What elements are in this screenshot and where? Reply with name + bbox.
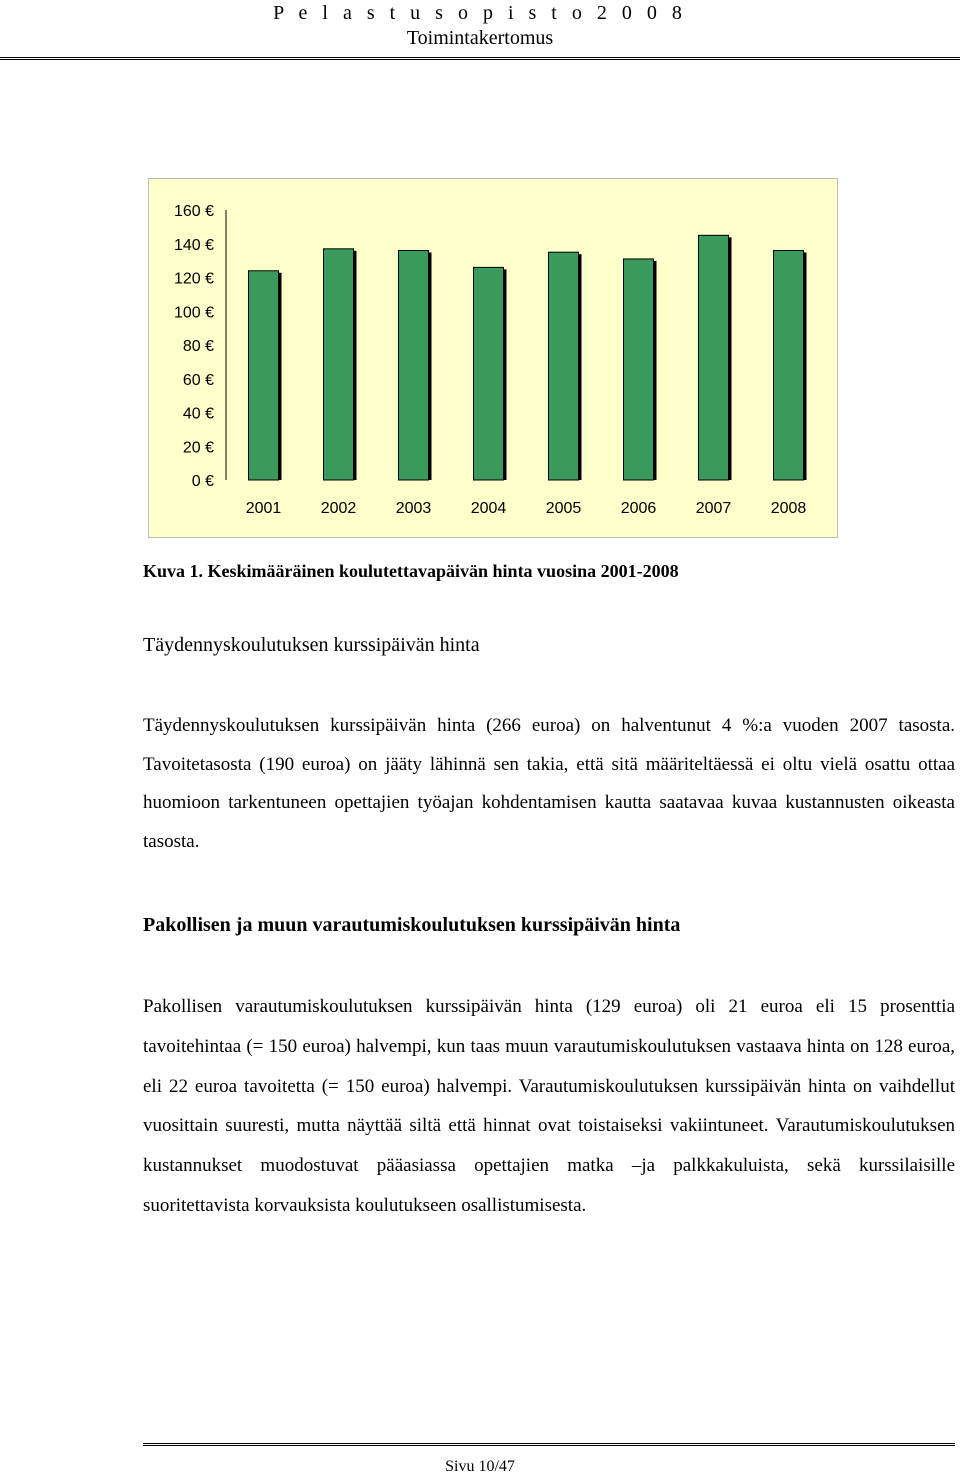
bar <box>774 251 804 481</box>
header-divider <box>0 57 960 60</box>
x-tick-label: 2002 <box>320 500 357 517</box>
document-title: Toimintakertomus <box>406 27 554 49</box>
page-number: Sivu 10/47 <box>445 1458 515 1475</box>
bar <box>699 235 729 480</box>
footer-divider <box>143 1443 955 1446</box>
y-tick-label: 120 € <box>173 270 214 288</box>
bar <box>324 249 354 480</box>
x-tick-label: 2005 <box>545 500 582 517</box>
y-tick-label: 20 € <box>182 439 214 457</box>
y-tick-label: 40 € <box>182 405 214 423</box>
bar <box>624 259 654 480</box>
organization-name: P e l a s t u s o p i s t o 2 0 0 8 <box>273 2 687 24</box>
paragraph-preparedness-training: Pakollisen varautumiskoulutuksen kurssipäivän hinta (129 euroa) oli 21 euroa eli 15 prosenttia tavoitehintaa (= 150 euroa) halvempi, kun taas muun varautumiskoulutuksen vastaava hinta on 128 euroa, eli 22 euroa tavoitetta (= 150 euroa) halvempi. Varautumiskoulutuksen kurssipäivän hinta on vaihdellut vuosittain suuresti, mutta näyttää siltä että hinnat ovat toistaiseksi vakiintuneet. Varautumiskoulutuksen kustannukset muodostuvat pääasiassa opettajien matka –ja palkkakuluista, sekä kurssilaisille suoritettavista korvauksista koulutukseen osallistumisesta. <box>143 996 955 1216</box>
x-tick-label: 2006 <box>620 500 657 517</box>
x-tick-label: 2001 <box>245 500 282 517</box>
bar <box>474 267 504 480</box>
figure-caption: Kuva 1. Keskimääräinen koulutettavapäivän hinta vuosina 2001-2008 <box>143 561 679 581</box>
section-heading-continuing-education: Täydennyskoulutuksen kurssipäivän hinta <box>143 634 480 656</box>
bar <box>249 271 279 480</box>
y-tick-label: 80 € <box>182 338 214 355</box>
x-tick-label: 2008 <box>770 500 807 517</box>
bar <box>549 252 579 480</box>
x-tick-label: 2003 <box>395 500 432 517</box>
x-tick-label: 2007 <box>695 500 732 517</box>
section-heading-preparedness-training: Pakollisen ja muun varautumiskoulutuksen kurssipäivän hinta <box>143 914 681 936</box>
y-tick-label: 60 € <box>182 371 214 389</box>
paragraph-continuing-education: Täydennyskoulutuksen kurssipäivän hinta (266 euroa) on halventunut 4 %:a vuoden 2007 tasosta. Tavoitetasosta (190 euroa) on jääty lähinnä sen takia, että sitä määriteltäessä ei oltu vielä osattu ottaa huomioon tarkentuneen opettajien työajan kohdentamisen kautta saatavaa kuvaa kustannusten oikeasta tasosta. <box>143 715 955 852</box>
y-tick-label: 100 € <box>173 304 214 322</box>
bar-chart <box>148 178 838 538</box>
page-header <box>0 0 960 50</box>
chart-canvas <box>149 179 839 539</box>
x-tick-label: 2004 <box>470 500 507 517</box>
bar <box>399 251 429 481</box>
y-tick-label: 0 € <box>191 473 214 490</box>
y-tick-label: 140 € <box>173 236 214 254</box>
y-tick-label: 160 € <box>173 203 214 220</box>
